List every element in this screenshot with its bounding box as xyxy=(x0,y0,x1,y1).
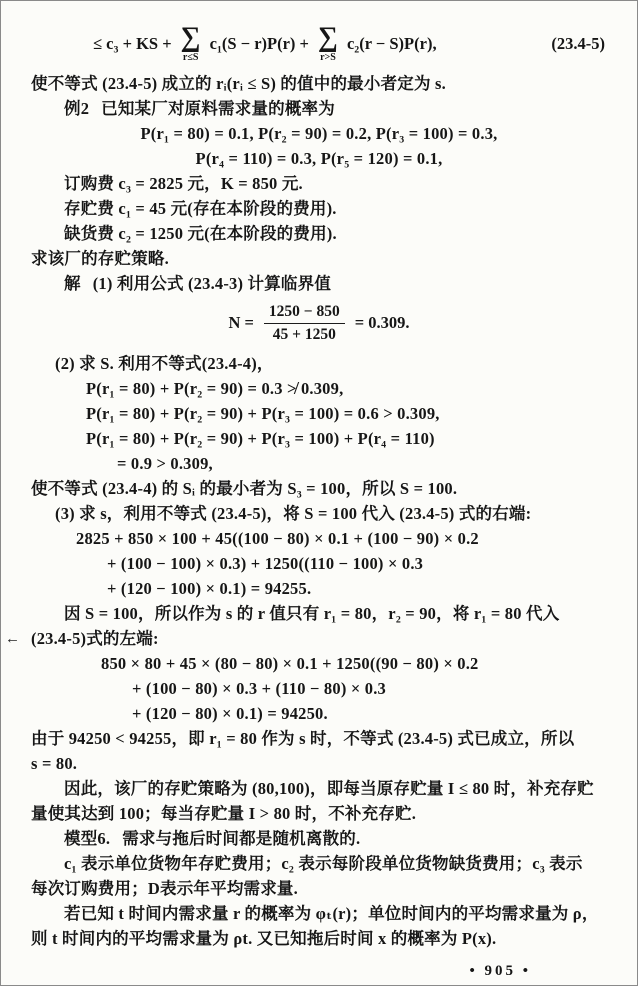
formula-line: + (100 − 80) × 0.3 + (110 − 80) × 0.3 xyxy=(132,679,387,698)
sigma-symbol: ∑ xyxy=(180,22,201,54)
text-line: (2) 求 S. 利用不等式(23.4-4)， xyxy=(55,354,274,373)
equation-23-4-5 xyxy=(31,17,607,71)
formula-line: P(r₄ = 110) = 0.3, P(r₅ = 120) = 0.1, xyxy=(195,149,443,168)
summation-r-le-S xyxy=(180,22,201,63)
text-line: 存贮费 c₁ = 45 元(存在本阶段的费用). xyxy=(64,199,337,218)
page-number: • 905 • xyxy=(469,963,531,979)
text-line: 若已知 t 时间内需求量 r 的概率为 φₜ(r)；单位时间内的平均需求量为 ρ， xyxy=(64,904,599,923)
text-line: 因 S = 100，所以作为 s 的 r 值只有 r₁ = 80，r₂ = 90，将 r₁ = 80 代入 xyxy=(64,604,560,623)
line-text: (1) 利用公式 (23.4-3) 计算临界值 xyxy=(92,274,332,293)
line-text: 已知某厂对原料需求量的概率为 xyxy=(101,99,335,118)
paragraph-lead: 模型6. xyxy=(64,829,111,848)
text-line xyxy=(5,626,607,651)
fraction-numerator: 1250 − 850 xyxy=(264,302,345,323)
summation-limit: r≤S xyxy=(182,51,199,63)
example-heading xyxy=(64,96,607,121)
text-line: s = 80. xyxy=(31,754,78,773)
page-content xyxy=(1,1,637,980)
equation-mid: c₁(S − r)P(r) + xyxy=(209,34,309,53)
formula-line: + (120 − 100) × 0.1) = 94255. xyxy=(107,579,312,598)
text-line: 使不等式 (23.4-4) 的 Sᵢ 的最小者为 S₃ = 100，所以 S = 100. xyxy=(31,479,458,498)
text-line: 订购费 c₃ = 2825 元，K = 850 元. xyxy=(64,174,303,193)
equation-lhs: ≤ c₃ + KS + xyxy=(93,34,172,53)
paragraph-lead: 例2 xyxy=(64,99,90,118)
formula-line: 850 × 80 + 45 × (80 − 80) × 0.1 + 1250((90 − 80) × 0.2 xyxy=(101,654,479,673)
equation-mid: c₂(r − S)P(r), xyxy=(346,34,437,53)
line-text: 需求与拖后时间都是随机离散的. xyxy=(122,829,361,848)
summation-limit: r>S xyxy=(320,51,336,63)
text-line: 缺货费 c₂ = 1250 元(在本阶段的费用). xyxy=(64,224,337,243)
formula-line: P(r₁ = 80) + P(r₂ = 90) + P(r₃ = 100) + P(r₄ = 110) xyxy=(86,429,435,448)
text-line: 每次订购费用；D表示年平均需求量. xyxy=(31,879,298,898)
formula-line: P(r₁ = 80) = 0.1, P(r₂ = 90) = 0.2, P(r₃ = 100) = 0.3, xyxy=(140,124,498,143)
formula-line: + (100 − 100) × 0.3) + 1250((110 − 100) × 0.3 xyxy=(107,554,424,573)
fraction-denominator: 45 + 1250 xyxy=(272,325,336,343)
text-line: 则 t 时间内的平均需求量为 ρt. 又已知拖后时间 x 的概率为 P(x). xyxy=(31,929,497,948)
fraction-rhs: = 0.309. xyxy=(354,313,410,332)
text-line: 由于 94250 < 94255，即 r₁ = 80 作为 s 时，不等式 (23.4-5) 式已成立，所以 xyxy=(31,729,575,748)
formula-line: + (120 − 80) × 0.1) = 94250. xyxy=(132,704,328,723)
text-line: 因此，该厂的存贮策略为 (80,100)，即每当原存贮量 I ≤ 80 时，补充存贮 xyxy=(64,779,594,798)
sigma-symbol: ∑ xyxy=(317,22,338,54)
formula-line: 2825 + 850 × 100 + 45((100 − 80) × 0.1 + (100 − 90) × 0.2 xyxy=(76,529,479,548)
text-line: 求该厂的存贮策略. xyxy=(31,249,169,268)
fraction xyxy=(264,302,345,344)
paragraph-lead: 解 xyxy=(64,274,81,293)
equation-number: (23.4-5) xyxy=(551,34,605,53)
fraction-lhs: N = xyxy=(228,313,254,332)
text-line: c₁ 表示单位货物年存贮费用；c₂ 表示每阶段单位货物缺货费用；c₃ 表示 xyxy=(64,854,583,873)
formula-line: P(r₁ = 80) + P(r₂ = 90) + P(r₃ = 100) = 0.6 > 0.309, xyxy=(86,404,440,423)
text-line: (3) 求 s，利用不等式 (23.4-5)，将 S = 100 代入 (23.4-5) 式的右端: xyxy=(55,504,532,523)
formula-line: P(r₁ = 80) + P(r₂ = 90) = 0.3 ≯ 0.309, xyxy=(86,379,344,398)
solution-heading xyxy=(64,271,607,296)
formula-line: = 0.9 > 0.309, xyxy=(117,454,213,473)
model-heading xyxy=(64,826,607,851)
text-line: 使不等式 (23.4-5) 成立的 rᵢ(rᵢ ≤ S) 的值中的最小者定为 s. xyxy=(31,74,446,93)
critical-value-equation xyxy=(31,298,607,348)
text-line: 量使其达到 100；每当存贮量 I > 80 时，不补充存贮. xyxy=(31,804,417,823)
summation-r-gt-S xyxy=(317,22,338,63)
line-text: (23.4-5)式的左端: xyxy=(31,629,159,648)
margin-arrow-mark: ← xyxy=(5,631,21,647)
